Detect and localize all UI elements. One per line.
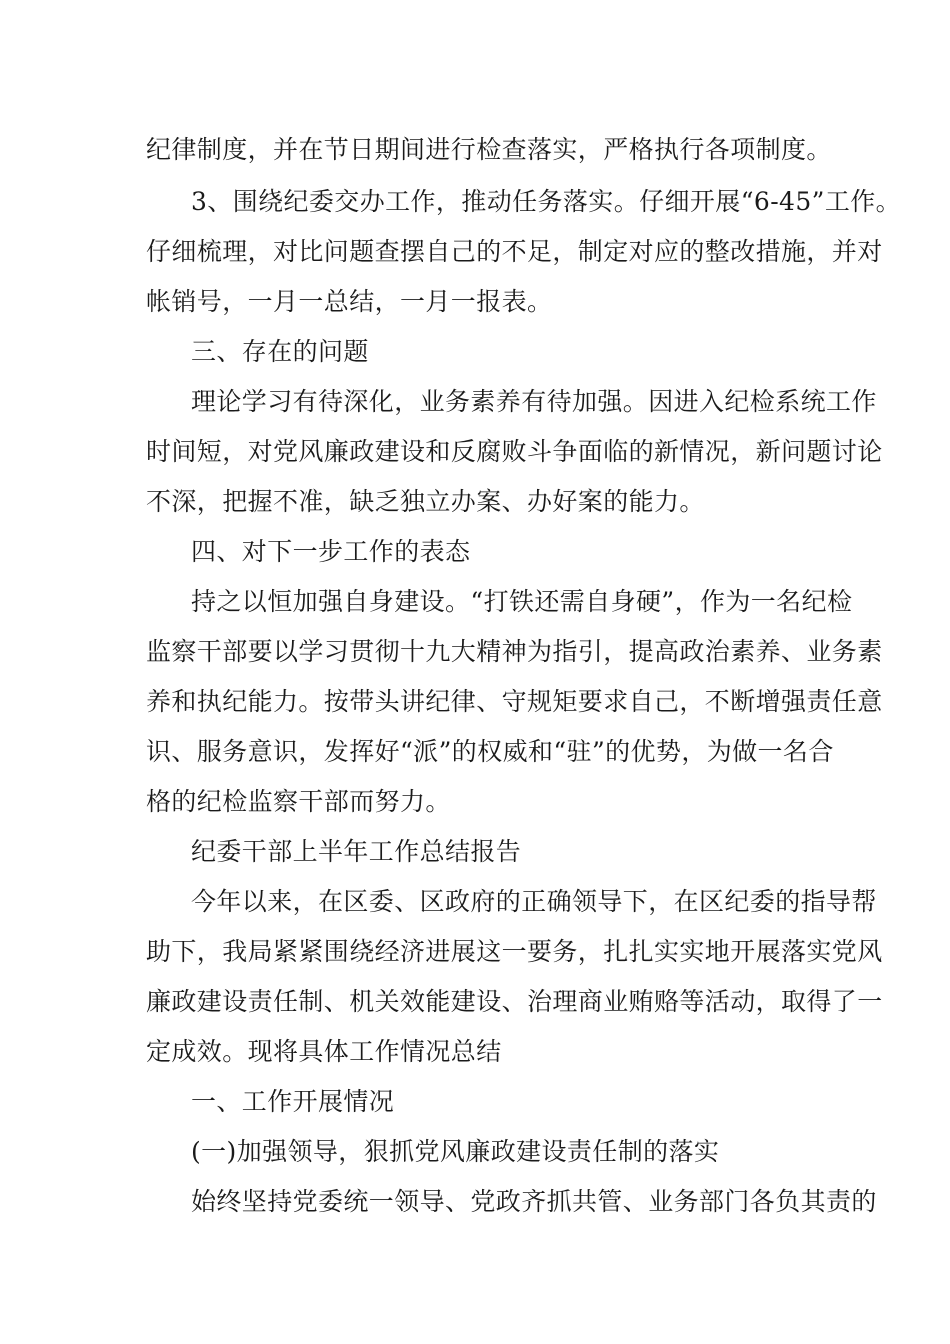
text-line: 持之以恒加强自身建设。“打铁还需自身硬”，作为一名纪检: [191, 587, 853, 616]
text-line: 今年以来，在区委、区政府的正确领导下，在区纪委的指导帮: [191, 887, 877, 916]
text-line: 时间短，对党风廉政建设和反腐败斗争面临的新情况，新问题讨论: [146, 437, 883, 466]
text-line: 助下，我局紧紧围绕经济进展这一要务，扎扎实实地开展落实党风: [146, 937, 883, 966]
text-line: 仔细梳理，对比问题查摆自己的不足，制定对应的整改措施，并对: [146, 237, 883, 266]
text-line: 养和执纪能力。按带头讲纪律、守规矩要求自己，不断增强责任意: [146, 687, 883, 716]
text-line: 帐销号，一月一总结，一月一报表。: [146, 287, 553, 316]
text-line: 监察干部要以学习贯彻十九大精神为指引，提高政治素养、业务素: [146, 637, 883, 666]
section-heading: 一、工作开展情况: [191, 1087, 395, 1116]
text-line: 理论学习有待深化，业务素养有待加强。因进入纪检系统工作: [191, 387, 877, 416]
text-line: 识、服务意识，发挥好“派”的权威和“驻”的优势，为做一名合: [146, 737, 834, 766]
subsection-heading: (一)加强领导，狠抓党风廉政建设责任制的落实: [191, 1137, 720, 1166]
text-line: 定成效。现将具体工作情况总结: [146, 1037, 502, 1066]
text-line: 不深，把握不准，缺乏独立办案、办好案的能力。: [146, 487, 705, 516]
text-line: 廉政建设责任制、机关效能建设、治理商业贿赂等活动，取得了一: [146, 987, 883, 1016]
section-heading: 三、存在的问题: [191, 337, 369, 366]
text-line: 3、围绕纪委交办工作，推动任务落实。仔细开展“6-45”工作。: [191, 187, 902, 216]
text-line: 纪律制度，并在节日期间进行检查落实，严格执行各项制度。: [146, 135, 832, 164]
text-line: 格的纪检监察干部而努力。: [146, 787, 451, 816]
section-heading: 四、对下一步工作的表态: [191, 537, 471, 566]
report-title: 纪委干部上半年工作总结报告: [191, 837, 522, 866]
text-line: 始终坚持党委统一领导、党政齐抓共管、业务部门各负其责的: [191, 1187, 877, 1216]
